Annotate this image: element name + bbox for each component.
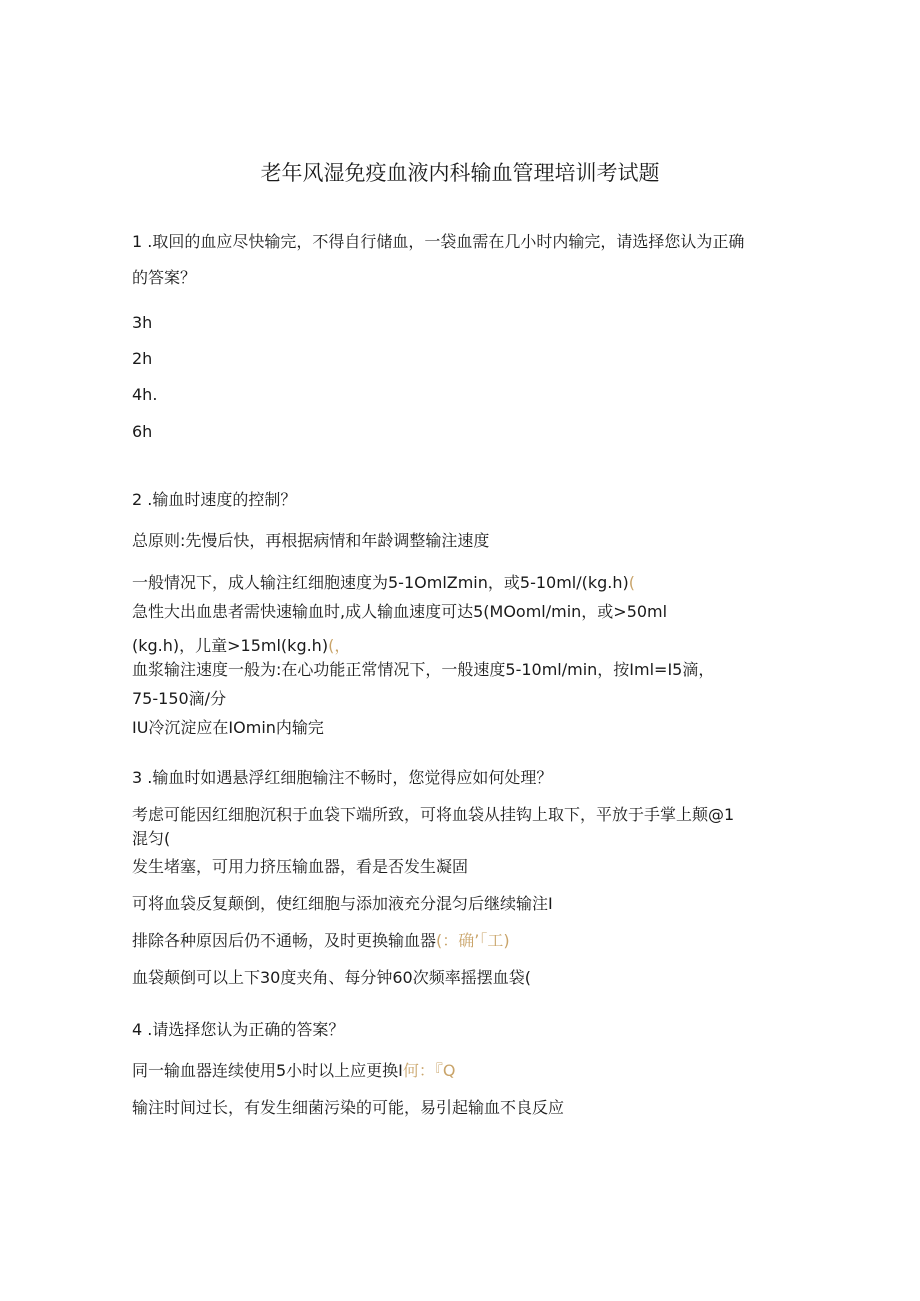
answer-line: 可将血袋反复颠倒，使红细胞与添加液充分混匀后继续输注I: [132, 894, 553, 913]
question-1-option: 2h: [132, 349, 153, 368]
answer-line: 混匀(: [132, 829, 171, 848]
answer-line: 同一输血器连续使用5小时以上应更换I何：『Q: [132, 1061, 456, 1080]
question-4-text: 4 .请选择您认为正确的答案？: [132, 1020, 345, 1039]
answer-line: 一般情况下，成人输注红细胞速度为5-1OmlZmin，或5-10ml∕(kg.h)(: [132, 573, 636, 592]
answer-line: 排除各种原因后仍不通畅，及时更换输血器(：确’「工): [132, 931, 510, 950]
question-1-text: 1 .取回的血应尽快输完，不得自行储血，一袋血需在几小时内输完，请选择您认为正确: [132, 232, 745, 251]
answer-mark: (，: [328, 636, 351, 655]
question-1-option: 6h: [132, 422, 153, 441]
answer-line: (kg.h)，儿童>15ml(kg.h)(，: [132, 636, 351, 655]
answer-line: 发生堵塞，可用力挤压输血器，看是否发生凝固: [132, 857, 469, 876]
answer-line: 急性大出血患者需快速输血时,成人输血速度可达5(MOoml∕min，或>50ml: [132, 602, 668, 621]
question-1-text-cont: 的答案？: [132, 268, 197, 287]
answer-line: 血浆输注速度一般为:在心功能正常情况下，一般速度5-10ml∕min，按Iml=I5滴，: [132, 660, 715, 679]
answer-mark: 何：『Q: [402, 1061, 456, 1080]
answer-mark: (: [628, 573, 636, 592]
question-2-text: 2 .输血时速度的控制？: [132, 490, 297, 509]
answer-line: 输注时间过长，有发生细菌污染的可能，易引起输血不良反应: [132, 1098, 565, 1117]
question-1-option: 4h.: [132, 385, 158, 404]
answer-line: IU冷沉淀应在IOmin内输完: [132, 718, 324, 737]
page-title: 老年风湿免疫血液内科输血管理培训考试题: [260, 161, 660, 185]
answer-line: 血袋颠倒可以上下30度夹角、每分钟60次频率摇摆血袋(: [132, 968, 531, 987]
question-1-option: 3h: [132, 313, 153, 332]
answer-line: 总原则:先慢后快，再根据病情和年龄调整输注速度: [132, 531, 490, 550]
answer-line: 75-150滴/分: [132, 689, 227, 708]
answer-line: 考虑可能因红细胞沉积于血袋下端所致，可将血袋从挂钩上取下，平放于手掌上颠@1: [132, 805, 735, 824]
question-3-text: 3 .输血时如遇悬浮红细胞输注不畅时，您觉得应如何处理？: [132, 768, 553, 787]
answer-mark: (：确’「工): [436, 931, 510, 950]
